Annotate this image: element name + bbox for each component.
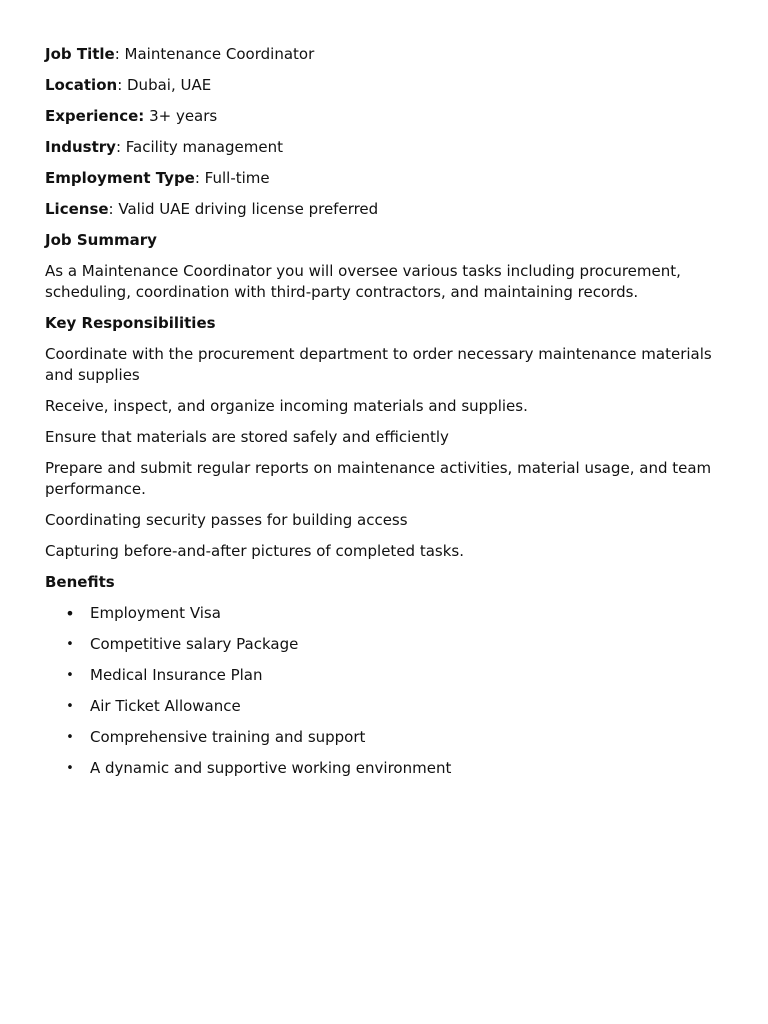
benefits-heading: Benefits — [45, 573, 115, 591]
benefit-text: Air Ticket Allowance — [90, 697, 241, 715]
benefit-text: Competitive salary Package — [90, 635, 299, 653]
bullet-icon: • — [66, 637, 74, 652]
field-value: : Valid UAE driving license preferred — [108, 200, 379, 218]
responsibility-item: Coordinate with the procurement department to order necessary maintenance materials and supplies — [45, 345, 712, 384]
license-field — [45, 199, 723, 220]
bullet-icon: • — [66, 668, 74, 683]
key-responsibilities-heading: Key Responsibilities — [45, 314, 216, 332]
benefit-text: Medical Insurance Plan — [90, 666, 263, 684]
field-value: 3+ years — [144, 107, 218, 125]
bullet-icon: • — [66, 761, 74, 776]
benefit-text: A dynamic and supportive working environment — [90, 759, 452, 777]
benefit-item — [45, 603, 723, 624]
field-label: Industry — [45, 138, 116, 156]
benefit-item — [45, 665, 723, 686]
benefit-item — [45, 696, 723, 717]
responsibility-item: Receive, inspect, and organize incoming materials and supplies. — [45, 397, 528, 415]
benefit-text: Comprehensive training and support — [90, 728, 366, 746]
job-summary-text: As a Maintenance Coordinator you will oversee various tasks including procurement, scheduling, coordination with third-party contractors, and maintaining records. — [45, 262, 681, 301]
location-field — [45, 75, 723, 96]
field-value: : Full-time — [194, 169, 270, 187]
bullet-icon: • — [66, 699, 74, 714]
bullet-icon: • — [65, 604, 75, 623]
job-summary-heading: Job Summary — [45, 231, 157, 249]
job-title-field — [45, 44, 723, 65]
experience-field — [45, 106, 723, 127]
field-value: : Maintenance Coordinator — [114, 45, 315, 63]
industry-field — [45, 137, 723, 158]
responsibility-item: Capturing before-and-after pictures of completed tasks. — [45, 542, 464, 560]
benefit-item — [45, 727, 723, 748]
field-label: License — [45, 200, 109, 218]
benefit-text: Employment Visa — [90, 604, 221, 622]
benefit-item — [45, 634, 723, 655]
employment-type-field — [45, 168, 723, 189]
responsibility-item: Coordinating security passes for building access — [45, 511, 408, 529]
field-label: Employment Type — [45, 169, 195, 187]
bullet-icon: • — [66, 730, 74, 745]
benefits-list — [45, 603, 723, 779]
field-label: Job Title — [45, 45, 115, 63]
responsibility-item: Ensure that materials are stored safely and efficiently — [45, 428, 449, 446]
responsibility-item: Prepare and submit regular reports on maintenance activities, material usage, and team performance. — [45, 459, 712, 498]
field-value: : Facility management — [115, 138, 283, 156]
field-label: Experience: — [45, 107, 145, 125]
benefit-item — [45, 758, 723, 779]
field-label: Location — [45, 76, 118, 94]
field-value: : Dubai, UAE — [117, 76, 212, 94]
